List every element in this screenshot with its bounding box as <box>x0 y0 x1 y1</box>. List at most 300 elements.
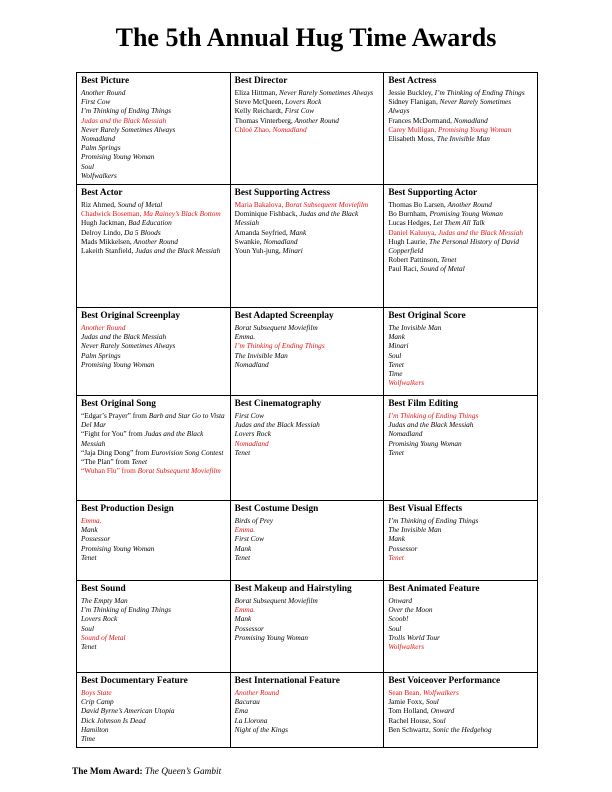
nominee-film: Nomadland <box>272 124 307 134</box>
nominee-name: Chloé Zhao, <box>234 124 273 134</box>
nominee <box>81 360 226 369</box>
nominee-name: Thomas Vinterberg, <box>234 115 295 125</box>
nominee-film: Tenet <box>81 552 97 562</box>
winner-nominee <box>388 642 533 651</box>
nominee-film: Bacurau <box>234 697 260 707</box>
winner-nominee <box>81 323 226 332</box>
awards-grid <box>76 72 538 748</box>
nominee-film: Tenet <box>388 552 404 562</box>
nominee-film: Nomadland <box>81 134 116 144</box>
nominee <box>235 332 380 341</box>
winner-nominee <box>388 378 533 387</box>
nominee-film: The Invisible Man <box>436 134 490 144</box>
nominee <box>388 706 533 715</box>
nominee-film: Da 5 Bloods <box>124 227 161 237</box>
nominee <box>81 706 226 715</box>
mom-award-label: The Mom Award: <box>72 767 143 777</box>
winner-nominee <box>235 341 380 350</box>
nominee-film: Nomadland <box>234 359 269 369</box>
nominee-film: Judas and the Black Messiah <box>388 420 474 430</box>
category-cell <box>77 73 231 185</box>
category-cell <box>384 581 538 673</box>
nominee <box>235 448 380 457</box>
nominee-film: Ema <box>234 706 249 716</box>
nominee-film: Boys State <box>81 688 112 698</box>
category-title: Best Picture <box>81 76 130 86</box>
nominee-film: Let Them All Talk <box>433 218 485 228</box>
nominee-film: Promising Young Woman <box>234 632 309 642</box>
winner-nominee <box>235 688 380 697</box>
category-cell <box>230 185 384 308</box>
nominee-film: Judas and the Black Messiah <box>81 115 167 125</box>
grid-row <box>77 308 538 396</box>
nominee-film: The Invisible Man <box>388 323 442 333</box>
winner-nominee <box>235 200 380 209</box>
nominee-film: Wolfwalkers <box>422 688 459 698</box>
nominee-film: Emma. <box>234 605 256 615</box>
nominee <box>81 411 226 429</box>
nominee-name: Robert Pattinson, <box>388 255 441 265</box>
category-title: Best Production Design <box>81 504 174 515</box>
nominee-name: Kelly Reichardt, <box>234 106 285 116</box>
nominee-film: Tenet <box>81 642 97 652</box>
nominee <box>388 697 533 706</box>
winner-nominee <box>81 633 226 642</box>
nominee-name: Jessie Buckley, <box>388 88 435 97</box>
nominee <box>81 716 226 725</box>
nominee-film: Another Round <box>81 88 126 97</box>
nominee-name: Sidney Flanigan, <box>388 97 440 107</box>
nominee-film: Time <box>388 369 403 379</box>
category-title: Best Makeup and Hairstyling <box>234 584 352 595</box>
mom-award-value: The Queen’s Gambit <box>144 767 222 777</box>
nominee-film: Soul <box>388 623 402 633</box>
nominee <box>235 116 380 125</box>
nominee-film: The Personal History of David Copperfield <box>388 236 520 256</box>
category-cell <box>384 73 538 185</box>
category-cell <box>77 581 231 673</box>
nominee-film: The Empty Man <box>81 596 128 606</box>
nominee-film: David Byrne’s American Utopia <box>81 706 175 716</box>
nominee-name: “Fight for You” from <box>81 429 145 439</box>
nominee-film: Barb and Star Go to Vista Del Mar <box>81 411 225 430</box>
nominee-film: Soul <box>81 623 94 633</box>
nominee <box>81 725 226 734</box>
nominee-film: Mank <box>234 614 252 624</box>
nominee <box>81 596 226 605</box>
nominee-film: La Llorona <box>234 715 268 725</box>
nominee-film: Nomadland <box>453 115 488 125</box>
nominee-film: Tenet <box>388 447 404 457</box>
nominee-film: Possessor <box>388 543 418 553</box>
nominee <box>388 420 533 429</box>
nominee-film: Tenet <box>234 447 251 457</box>
nominee-film: Tenet <box>131 457 147 467</box>
nominee <box>235 429 380 438</box>
nominee <box>388 323 533 332</box>
nominee <box>235 544 380 553</box>
nominee-name: Lucas Hedges, <box>388 218 434 228</box>
nominee-film: Never Rarely Sometimes Always <box>279 88 374 97</box>
category-cell <box>230 581 384 673</box>
nominee <box>235 411 380 420</box>
nominee-film: Crip Camp <box>81 697 114 707</box>
nominee <box>81 605 226 614</box>
nominee-name: Elisabeth Moss, <box>388 134 437 144</box>
nominee <box>235 706 380 715</box>
nominee-film: Judas and the Black Messiah <box>81 332 167 342</box>
category-cell <box>230 396 384 501</box>
nominee <box>235 97 380 106</box>
nominee-film: Soul <box>432 715 446 725</box>
nominee-name: Dominique Fishback, <box>234 209 300 219</box>
nominee-name: “Wuhan Flu” from <box>81 466 138 476</box>
nominee-name: “Edgar’s Prayer” from <box>81 411 149 421</box>
category-cell <box>230 501 384 581</box>
category-title: Best Supporting Actress <box>234 188 331 199</box>
nominee <box>235 614 380 623</box>
nominee <box>81 88 226 97</box>
nominee-film: Borat Subsequent Moviefilm <box>234 596 318 606</box>
category-cell <box>77 185 231 308</box>
winner-nominee <box>81 516 226 525</box>
nominee-film: Nomadland <box>234 438 269 448</box>
nominee-film: Trolls World Tour <box>388 632 440 642</box>
nominee <box>81 218 226 227</box>
nominee-film: I’m Thinking of Ending Things <box>234 341 325 351</box>
nominee-film: Another Round <box>234 688 280 698</box>
nominee-film: Mank <box>234 543 252 553</box>
nominee-film: I’m Thinking of Ending Things <box>388 516 479 526</box>
nominee <box>235 323 380 332</box>
nominee-film: Emma. <box>81 516 102 526</box>
category-title: Best International Feature <box>234 676 340 687</box>
nominee <box>388 88 533 97</box>
nominee-name: Lakeith Stanfield, <box>81 246 136 256</box>
category-title: Best Cinematography <box>234 399 322 410</box>
nominee-film: Wolfwalkers <box>81 170 117 180</box>
nominee-film: Judas and the Black Messiah <box>234 420 320 430</box>
nominee-film: Bad Education <box>128 218 172 228</box>
nominee <box>81 734 226 743</box>
category-title: Best Visual Effects <box>388 504 463 515</box>
category-title: Best Voiceover Performance <box>388 676 501 687</box>
nominee <box>388 614 533 623</box>
category-title: Best Original Score <box>388 311 466 322</box>
nominee <box>388 725 533 734</box>
nominee-film: Eurovision Song Contest <box>151 447 224 457</box>
nominee <box>81 106 226 115</box>
nominee-name: Delroy Lindo, <box>81 227 125 237</box>
nominee <box>388 209 533 218</box>
nominee-film: Sound of Metal <box>81 632 126 642</box>
nominee <box>388 544 533 553</box>
nominee-film: Birds of Prey <box>234 516 274 526</box>
nominee <box>235 228 380 237</box>
nominee <box>235 624 380 633</box>
nominee-film: Lovers Rock <box>81 614 118 624</box>
nominee <box>81 332 226 341</box>
grid-row <box>77 185 538 308</box>
category-title: Best Adapted Screenplay <box>234 311 334 322</box>
nominee <box>388 255 533 264</box>
grid-row <box>77 396 538 501</box>
winner-nominee <box>81 466 226 475</box>
nominee-name: Daniel Kaluuya, <box>388 227 438 237</box>
nominee <box>81 448 226 457</box>
winner-nominee <box>81 688 226 697</box>
nominee-name: Maria Bakalova, <box>234 200 286 210</box>
nominee-film: Promising Young Woman <box>388 438 462 448</box>
nominee-film: Possessor <box>234 623 264 633</box>
nominee <box>388 605 533 614</box>
nominee <box>235 596 380 605</box>
grid-row <box>77 581 538 673</box>
nominee-film: Promising Young Woman <box>437 124 512 134</box>
category-cell <box>384 501 538 581</box>
nominee <box>388 218 533 227</box>
nominee <box>81 457 226 466</box>
nominee-film: Soul <box>388 350 402 360</box>
nominee <box>388 134 533 143</box>
nominee-name: “The Plan” from <box>81 457 132 467</box>
nominee-film: I’m Thinking of Ending Things <box>81 605 171 615</box>
nominee-film: Dick Johnson Is Dead <box>81 715 146 725</box>
nominee-film: Wolfwalkers <box>388 378 425 388</box>
nominee <box>81 534 226 543</box>
nominee <box>235 516 380 525</box>
category-title: Best Film Editing <box>388 399 459 410</box>
nominee <box>235 420 380 429</box>
nominee <box>81 697 226 706</box>
category-title: Best Documentary Feature <box>81 676 188 687</box>
nominee-film: Soul <box>81 161 94 171</box>
nominee-name: Sean Bean, <box>388 688 423 698</box>
category-cell <box>230 308 384 396</box>
category-title: Best Supporting Actor <box>388 188 478 199</box>
mom-award <box>72 766 221 778</box>
nominee-film: First Cow <box>81 97 111 107</box>
nominee <box>235 88 380 97</box>
nominee <box>388 596 533 605</box>
nominee <box>235 209 380 227</box>
nominee <box>235 237 380 246</box>
nominee-film: Palm Springs <box>81 143 121 153</box>
category-cell <box>384 308 538 396</box>
nominee <box>235 697 380 706</box>
nominee <box>235 553 380 562</box>
category-cell <box>384 673 538 748</box>
nominee <box>388 448 533 457</box>
winner-nominee <box>81 209 226 218</box>
nominee-film: Another Round <box>81 323 126 333</box>
nominee <box>81 246 226 255</box>
nominee-film: Mank <box>289 227 307 237</box>
nominee-name: Hugh Jackman, <box>81 218 129 228</box>
nominee <box>388 360 533 369</box>
nominee-film: First Cow <box>234 534 265 544</box>
nominee <box>388 633 533 642</box>
nominee-film: Palm Springs <box>81 350 121 360</box>
nominee <box>388 534 533 543</box>
category-title: Best Animated Feature <box>388 584 480 595</box>
nominee <box>388 716 533 725</box>
nominee-film: Borat Subsequent Moviefilm <box>285 200 369 210</box>
nominee-film: Tenet <box>234 552 251 562</box>
category-cell <box>384 396 538 501</box>
nominee-name: “Jaja Ding Dong” from <box>81 447 152 457</box>
nominee-film: Time <box>81 734 96 744</box>
nominee <box>388 369 533 378</box>
nominee-film: Another Round <box>133 236 178 246</box>
nominee-name: Tom Holland, <box>388 706 431 716</box>
nominee <box>81 162 226 171</box>
nominee-film: Mank <box>388 332 405 342</box>
category-cell <box>77 673 231 748</box>
category-title: Best Sound <box>81 584 126 595</box>
nominee <box>81 544 226 553</box>
nominee <box>81 642 226 651</box>
category-title: Best Original Song <box>81 399 156 410</box>
nominee-film: Another Round <box>447 200 492 210</box>
winner-nominee <box>388 228 533 237</box>
nominee <box>388 516 533 525</box>
nominee-film: Never Rarely Sometimes Always <box>81 124 176 134</box>
nominee-name: Youn Yuh-jung, <box>234 246 283 256</box>
nominee-name: Jamie Foxx, <box>388 697 426 707</box>
nominee <box>81 553 226 562</box>
nominee-film: Sound of Metal <box>117 200 163 210</box>
nominee-film: Minari <box>282 246 303 256</box>
category-title: Best Original Screenplay <box>81 311 180 322</box>
nominee-name: Paul Raci, <box>388 264 421 274</box>
nominee-film: First Cow <box>284 106 315 116</box>
nominee-name: Riz Ahmed, <box>81 200 118 210</box>
nominee <box>235 725 380 734</box>
nominee-name: Chadwick Boseman, <box>81 209 144 219</box>
nominee <box>81 525 226 534</box>
nominee-film: Scoob! <box>388 614 409 624</box>
nominee <box>235 534 380 543</box>
nominee-film: Mank <box>388 534 405 544</box>
nominee-film: Lovers Rock <box>234 429 271 439</box>
winner-nominee <box>235 525 380 534</box>
nominee <box>81 237 226 246</box>
nominee <box>235 716 380 725</box>
nominee-film: Lovers Rock <box>285 97 322 107</box>
winner-nominee <box>235 605 380 614</box>
grid-row <box>77 673 538 748</box>
nominee-name: Mads Mikkelsen, <box>81 236 134 246</box>
category-cell <box>77 308 231 396</box>
nominee <box>388 429 533 438</box>
nominee-film: Another Round <box>294 115 339 125</box>
nominee-film: Ma Rainey’s Black Bottom <box>143 209 221 219</box>
nominee-film: Nomadland <box>388 429 423 439</box>
nominee-film: Never Rarely Sometimes Always <box>388 97 512 116</box>
winner-nominee <box>235 125 380 134</box>
nominee <box>235 106 380 115</box>
nominee-film: Judas and the Black Messiah <box>135 246 221 256</box>
nominee-film: I’m Thinking of Ending Things <box>388 411 479 421</box>
nominee-film: Emma. <box>234 525 256 535</box>
nominee-film: Sound of Metal <box>420 264 465 274</box>
nominee-film: Soul <box>425 697 439 707</box>
nominee <box>235 246 380 255</box>
nominee <box>388 624 533 633</box>
winner-nominee <box>81 116 226 125</box>
nominee-name: Steve McQueen, <box>234 97 286 107</box>
nominee-name: Frances McDormand, <box>388 115 454 125</box>
nominee-film: Wolfwalkers <box>388 642 425 652</box>
page-title: The 5th Annual Hug Time Awards <box>115 23 497 52</box>
nominee-name: Carey Mulligan, <box>388 124 438 134</box>
category-cell <box>230 673 384 748</box>
nominee-film: I’m Thinking of Ending Things <box>434 88 525 97</box>
category-cell <box>77 501 231 581</box>
nominee-film: Onward <box>388 596 412 606</box>
winner-nominee <box>388 411 533 420</box>
nominee-film: The Invisible Man <box>234 350 288 360</box>
nominee <box>388 351 533 360</box>
nominee-name: Eliza Hittman, <box>234 88 280 97</box>
nominee-film: First Cow <box>234 411 265 421</box>
winner-nominee <box>388 553 533 562</box>
nominee-name: Rachel House, <box>388 715 433 725</box>
category-title: Best Director <box>234 76 288 86</box>
nominee-film: Tenet <box>440 255 457 265</box>
nominee <box>81 429 226 447</box>
nominee-film: Minari <box>388 341 409 351</box>
nominee-film: Nomadland <box>263 236 298 246</box>
nominee-film: Onward <box>430 706 455 716</box>
nominee-film: Never Rarely Sometimes Always <box>81 341 176 351</box>
category-title: Best Actor <box>81 188 123 199</box>
nominee <box>388 439 533 448</box>
nominee-film: Borat Subsequent Moviefilm <box>137 466 221 476</box>
nominee-film: The Invisible Man <box>388 525 442 535</box>
nominee <box>81 125 226 134</box>
nominee-name: Thomas Bo Larsen, <box>388 200 448 210</box>
nominee-film: Emma. <box>234 332 256 342</box>
nominee <box>81 341 226 350</box>
nominee-name: Amanda Seyfried, <box>234 227 290 237</box>
nominee <box>235 360 380 369</box>
nominee <box>81 97 226 106</box>
nominee <box>388 200 533 209</box>
nominee-name: Swankie, <box>234 236 264 246</box>
nominee <box>81 228 226 237</box>
nominee-film: Hamilton <box>81 724 109 734</box>
nominee <box>235 351 380 360</box>
nominee-film: Over the Moon <box>388 605 433 615</box>
nominee-film: Tenet <box>388 359 404 369</box>
nominee <box>388 237 533 255</box>
nominee-name: Hugh Laurie, <box>388 236 430 246</box>
nominee <box>81 351 226 360</box>
nominee <box>81 171 226 180</box>
nominee <box>235 633 380 642</box>
nominee-film: Promising Young Woman <box>81 152 155 162</box>
nominee-film: Borat Subsequent Moviefilm <box>234 323 318 333</box>
nominee <box>81 624 226 633</box>
nominee <box>388 116 533 125</box>
nominee <box>388 332 533 341</box>
nominee-film: Night of the Kings <box>234 724 288 734</box>
nominee-name: Bo Burnham, <box>388 209 430 219</box>
grid-row <box>77 73 538 185</box>
nominee <box>388 97 533 115</box>
